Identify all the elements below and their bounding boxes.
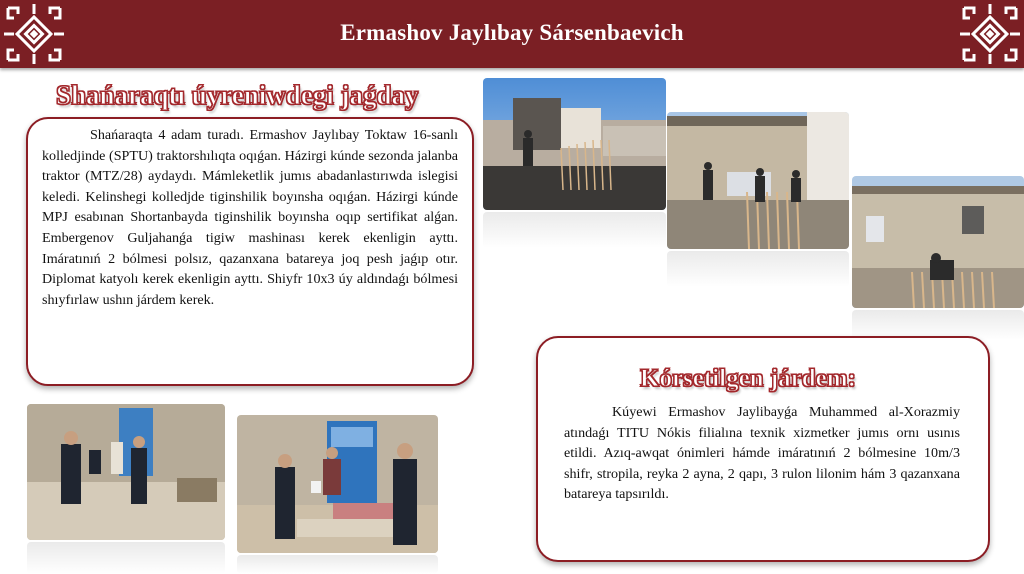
photo-reflection bbox=[237, 555, 438, 574]
help-text-wrap bbox=[564, 402, 960, 505]
photo-street-truck bbox=[483, 78, 666, 210]
help-title: Kórsetilgen járdem: bbox=[640, 365, 856, 392]
page-title: Ermashov Jaylıbay Sársenbaevich bbox=[340, 20, 684, 45]
photo-blue-door bbox=[237, 415, 438, 553]
help-text: Kúyewi Ermashov Jaylibayǵa Muhammed al-Xorazmiy atındaǵı TITU Nókis filialına texnik xizmetker jumıs ornı usınıs etildi. Azıq-awqat ónimleri hámde imáratınıń 2 bólmesine 10m/3 shifr, stropila, reyka 2 ayna, 2 qapı, 3 rulon lilonim hám 3 qazanxana batareya tapsırıldı. bbox=[564, 404, 960, 503]
photo-reflection bbox=[483, 212, 666, 248]
photo-courtyard-group bbox=[27, 404, 225, 540]
situation-text-box bbox=[26, 117, 474, 386]
header-bar bbox=[0, 0, 1024, 68]
situation-text-wrap bbox=[42, 125, 458, 310]
photo-house-man bbox=[852, 176, 1024, 308]
photo-house-people bbox=[667, 112, 849, 249]
situation-text: Shańaraqta 4 adam turadı. Ermashov Jaylıbay Toktaw 16-sanlı kolledjinde (SPTU) traktorshılıqta oqıǵan. Házirgi kúnde sezonda jalanba traktor (MTZ/28) aydaydı. Mámleketlik jumıs abadanlastırıwda islegisi keledi. Kelinshegi kolledjde tiginshilik boyınsha oqıǵan. Házirgi kúnde MPJ esabınan Shortanbayda tiginshilik boyınsha oqıp sertifikat alǵan. Embergenov Guljahanǵa tigiw mashinası kerek ekenligin ayttı. Imáratınıń 2 bólmesi polsız, qazanxana batareya joq pesh jaǵıp otır. Diplomat katyolı kerek ekenligin ayttı. Shiyfr 10x3 úy aldındaǵı bólmesi shıyfırlaw ushın járdem kerek. bbox=[42, 127, 458, 308]
ornament-icon bbox=[958, 2, 1022, 66]
photo-reflection bbox=[667, 251, 849, 287]
photo-reflection bbox=[27, 542, 225, 574]
situation-title: Shańaraqtı úyreniwdegi jaǵday bbox=[56, 80, 419, 110]
